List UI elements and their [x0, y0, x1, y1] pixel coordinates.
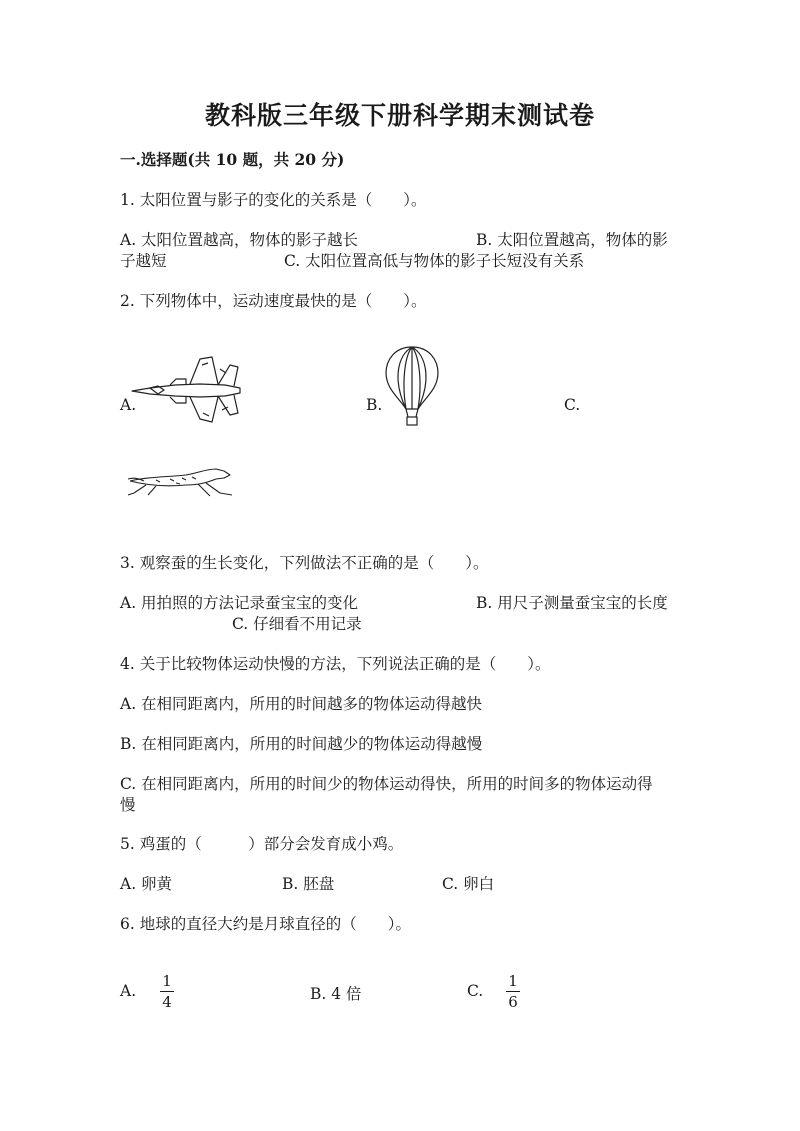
page-title: 教科版三年级下册科学期末测试卷	[204, 101, 595, 130]
question-4-stem: 4. 关于比较物体运动快慢的方法，下列说法正确的是（ ）。	[120, 655, 551, 673]
cheetah-image	[126, 463, 236, 499]
question-3-option-b: B. 用尺子测量蚕宝宝的长度	[476, 594, 668, 612]
question-6-option-a: A.	[120, 982, 137, 1000]
section-heading: 一.选择题(共 10 题，共 20 分)	[120, 150, 345, 169]
question-1-option-c: C. 太阳位置高低与物体的影子长短没有关系	[284, 252, 585, 270]
question-2-option-c: C.	[564, 396, 581, 414]
question-6-stem: 6. 地球的直径大约是月球直径的（ ）。	[120, 915, 411, 933]
question-4-option-c: C. 在相同距离内，所用的时间少的物体运动得快，所用的时间多的物体运动得	[120, 775, 653, 793]
question-1-option-b: B. 太阳位置越高，物体的影	[476, 231, 668, 249]
question-2-option-b: B.	[366, 396, 383, 414]
hot-air-balloon-image	[384, 345, 440, 429]
question-5-stem: 5. 鸡蛋的（ ）部分会发育成小鸡。	[120, 835, 404, 853]
question-3-option-a: A. 用拍照的方法记录蚕宝宝的变化	[120, 594, 359, 612]
question-6-option-c: C.	[467, 982, 484, 1000]
question-5-option-a: A. 卵黄	[120, 875, 173, 893]
question-1-option-a: A. 太阳位置越高，物体的影子越长	[120, 231, 359, 249]
question-2-option-a: A.	[120, 396, 137, 414]
question-1-stem: 1. 太阳位置与影子的变化的关系是（ ）。	[120, 191, 427, 209]
question-3-option-c: C. 仔细看不用记录	[232, 615, 362, 633]
question-6-option-a-fraction	[159, 973, 175, 1010]
fraction-denominator: 4	[162, 993, 172, 1011]
question-4-option-c-cont: 慢	[120, 796, 136, 814]
fraction-numerator: 1	[162, 972, 172, 990]
fraction-bar	[160, 991, 174, 992]
question-3-stem: 3. 观察蚕的生长变化，下列做法不正确的是（ ）。	[120, 554, 489, 572]
question-5-option-b: B. 胚盘	[282, 875, 335, 893]
fraction-numerator: 1	[508, 972, 518, 990]
question-1-option-b-cont: 子越短	[120, 252, 167, 270]
question-4-option-b: B. 在相同距离内，所用的时间越少的物体运动得越慢	[120, 735, 483, 753]
question-2-stem: 2. 下列物体中，运动速度最快的是（ ）。	[120, 292, 427, 310]
question-4-option-a: A. 在相同距离内，所用的时间越多的物体运动得越快	[120, 695, 483, 713]
fraction-bar	[506, 991, 520, 992]
question-6-option-b: B. 4 倍	[310, 985, 362, 1003]
jet-fighter-image	[130, 355, 245, 425]
question-5-option-c: C. 卵白	[442, 875, 495, 893]
question-6-option-c-fraction	[505, 973, 521, 1010]
fraction-denominator: 6	[508, 993, 518, 1011]
